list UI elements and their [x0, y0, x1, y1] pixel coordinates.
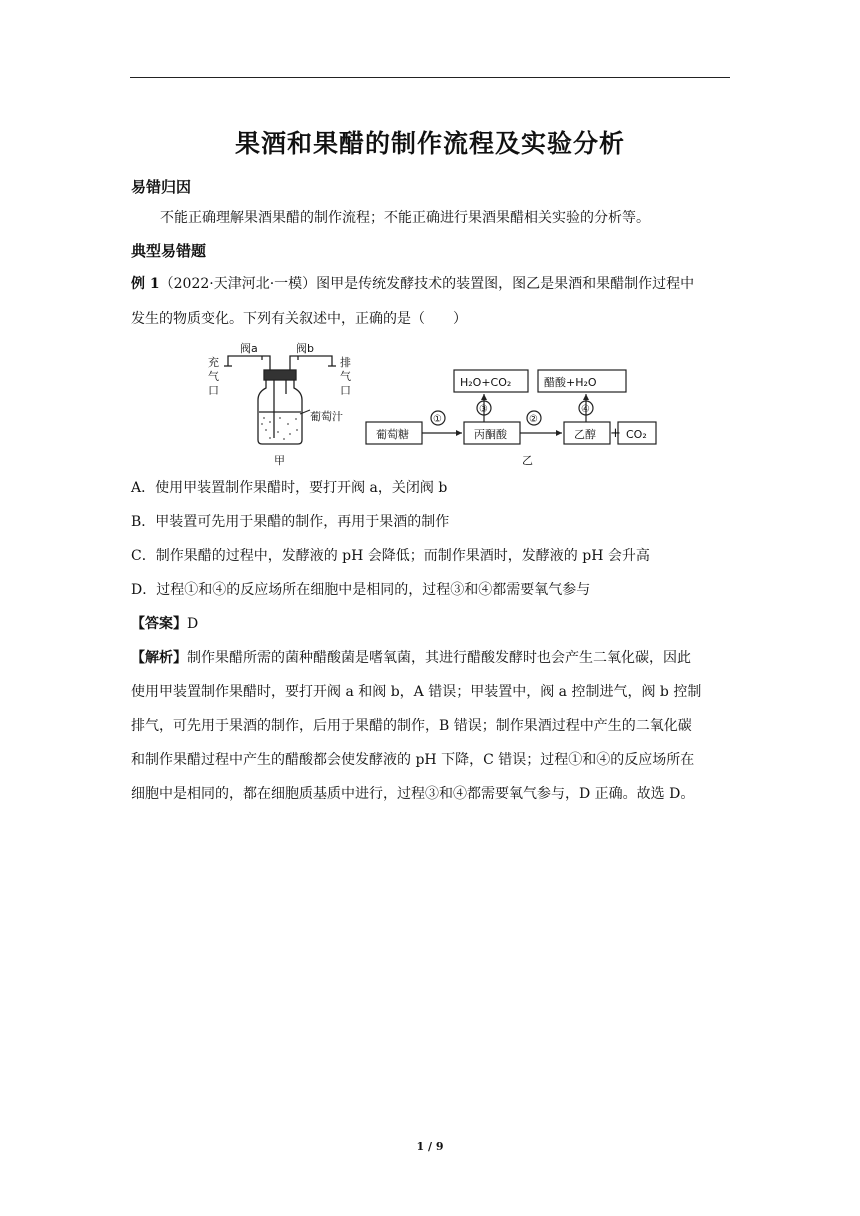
- co2-label: CO₂: [626, 428, 647, 441]
- answer-line: [131, 614, 731, 634]
- section-heading-typical-questions: 典型易错题: [131, 242, 207, 260]
- error-cause-text: 不能正确理解果酒果醋的制作流程；不能正确进行果酒果醋相关实验的分析等。: [160, 210, 650, 226]
- grape-juice-label: 葡萄汁: [310, 410, 343, 423]
- inlet-char-3: 口: [208, 384, 219, 397]
- num-3: ③: [479, 404, 488, 415]
- num-4: ④: [581, 404, 590, 415]
- analysis-line-4: 和制作果醋过程中产生的醋酸都会使发酵液的 pH 下降，C 错误；过程①和④的反应场所在: [131, 752, 695, 768]
- analysis-text-1: 制作果醋所需的菌种醋酸菌是嗜氧菌，其进行醋酸发酵时也会产生二氧化碳，因此: [187, 650, 691, 666]
- inlet-char-2: 气: [208, 370, 219, 383]
- fermentation-apparatus: [224, 356, 336, 444]
- option-b: B．甲装置可先用于果醋的制作，再用于果酒的制作: [131, 514, 450, 530]
- valve-a-label: 阀a: [240, 342, 258, 355]
- glucose-label: 葡萄糖: [376, 428, 409, 441]
- pyruvate-label: 丙酮酸: [474, 428, 507, 441]
- question-stem-line-1: [131, 274, 731, 294]
- outlet-char-3: 口: [340, 384, 351, 397]
- num-1: ①: [433, 414, 442, 425]
- option-d: D．过程①和④的反应场所在细胞中是相同的，过程③和④都需要氧气参与: [131, 582, 591, 598]
- answer-label: 【答案】: [131, 616, 187, 632]
- question-text-1: （2022·天津河北·一模）图甲是传统发酵技术的装置图，图乙是果酒和果醋制作过程中: [159, 276, 695, 292]
- header-rule: [130, 77, 730, 78]
- section-heading-error-cause: 易错归因: [131, 178, 192, 196]
- outlet-char-1: 排: [340, 356, 351, 369]
- num-2: ②: [529, 414, 538, 425]
- question-stem-line-2: 发生的物质变化。下列有关叙述中，正确的是（ ）: [131, 311, 467, 327]
- page-title: 果酒和果醋的制作流程及实验分析: [234, 129, 625, 158]
- analysis-line-5: 细胞中是相同的，都在细胞质基质中进行，过程③和④都需要氧气参与，D 正确。故选 D。: [131, 786, 695, 802]
- valve-b-label: 阀b: [296, 342, 314, 355]
- analysis-line-1: [131, 648, 731, 668]
- experiment-figure: [200, 340, 660, 470]
- h2o-co2-label: H₂O+CO₂: [460, 376, 512, 389]
- inlet-char-1: 充: [208, 356, 219, 369]
- analysis-label: 【解析】: [131, 650, 187, 666]
- outlet-char-2: 气: [340, 370, 351, 383]
- option-a: A．使用甲装置制作果醋时，要打开阀 a，关闭阀 b: [131, 480, 448, 496]
- page-number: 1 / 9: [416, 1140, 444, 1153]
- analysis-line-2: 使用甲装置制作果醋时，要打开阀 a 和阀 b，A 错误；甲装置中，阀 a 控制进气，阀 b 控制: [131, 684, 702, 700]
- acetic-h2o-label: 醋酸+H₂O: [544, 376, 597, 389]
- answer-value: D: [187, 616, 199, 632]
- caption-yi: 乙: [522, 454, 533, 467]
- question-label: 例 1: [131, 276, 160, 292]
- juice-dots: [261, 417, 298, 440]
- analysis-line-3: 排气，可先用于果酒的制作，后用于果醋的制作，B 错误；制作果酒过程中产生的二氧化碳: [131, 718, 692, 734]
- caption-jia: 甲: [274, 454, 285, 467]
- option-c: C．制作果醋的过程中，发酵液的 pH 会降低；而制作果酒时，发酵液的 pH 会升高: [131, 548, 650, 564]
- plus-sign: +: [610, 426, 621, 441]
- ethanol-label: 乙醇: [574, 428, 596, 441]
